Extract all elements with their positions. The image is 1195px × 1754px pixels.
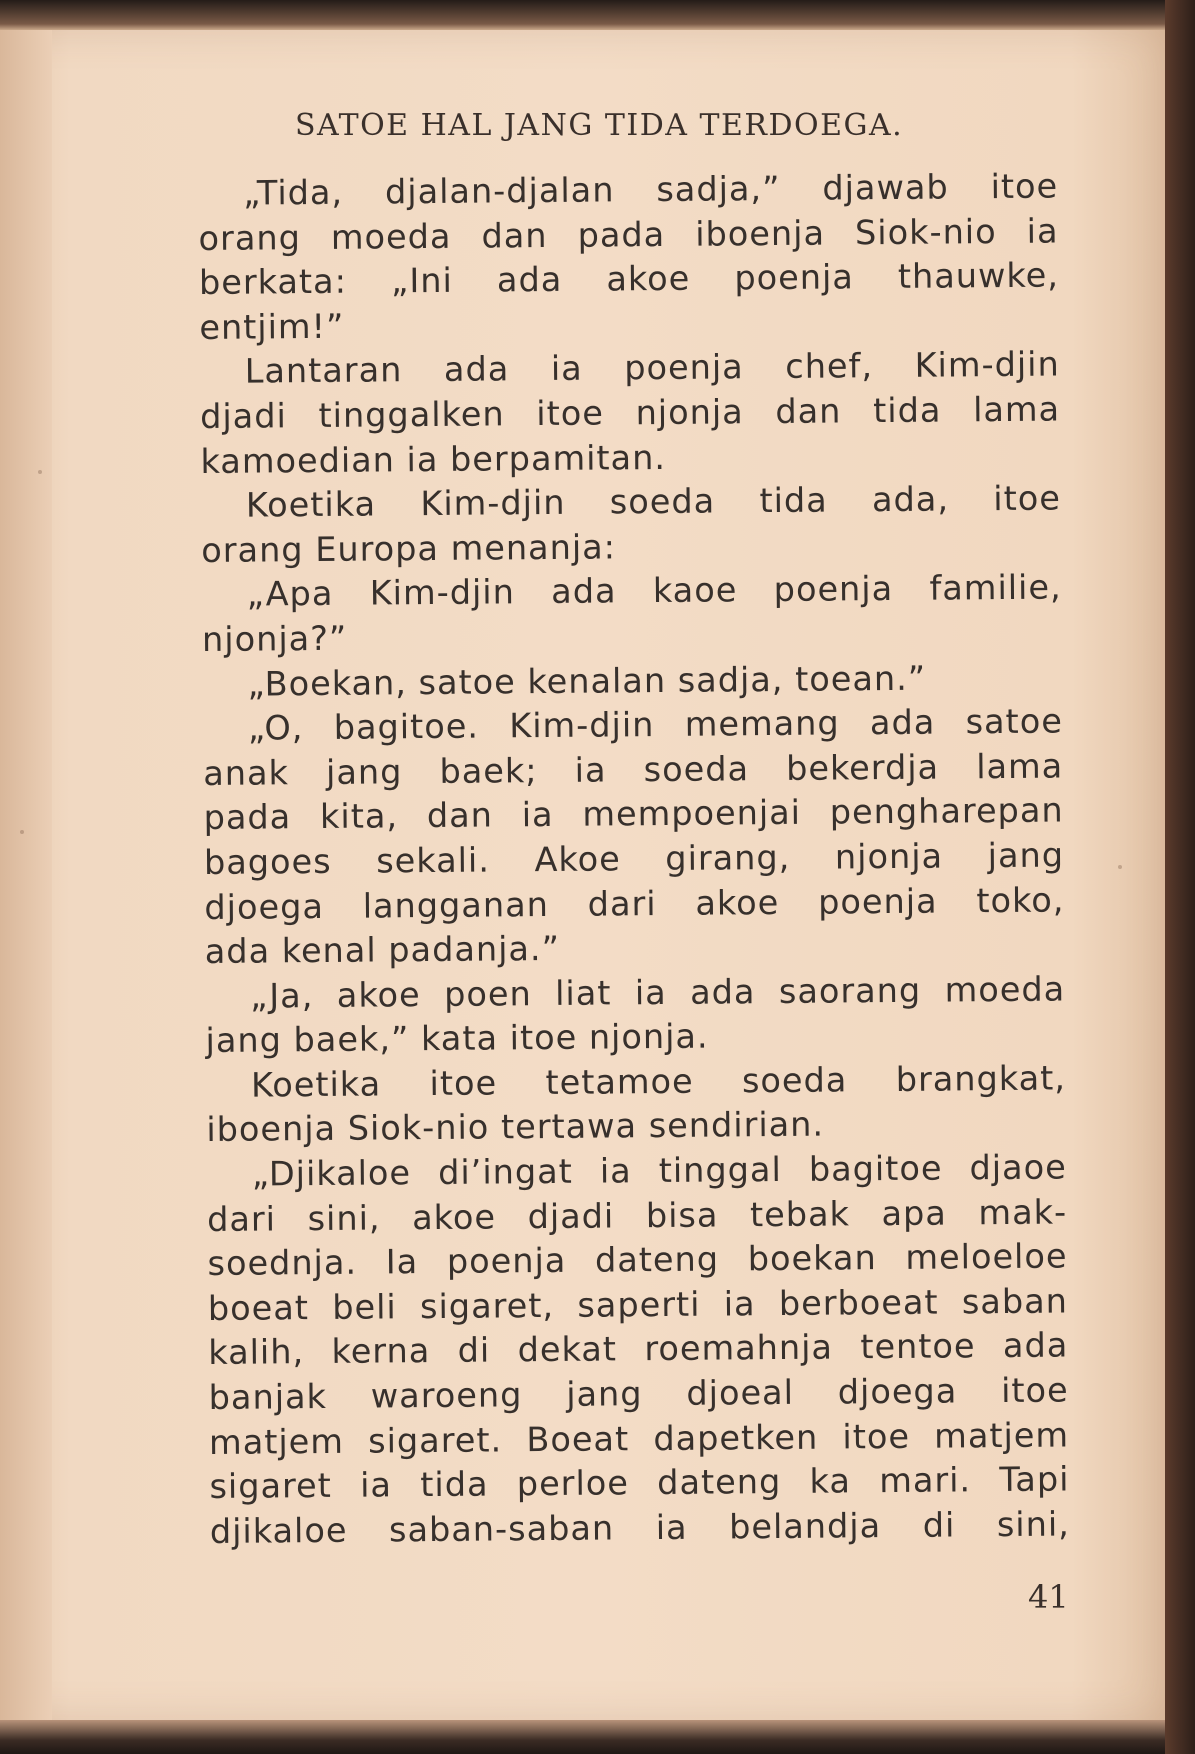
text-line: „Djikaloe di’ingat ia tinggal bagitoe djaoe bbox=[251, 1147, 1067, 1194]
text-line: banjak waroeng jang djoeal djoega itoe bbox=[208, 1370, 1069, 1417]
paper-speck bbox=[38, 470, 42, 474]
text-line: dari sini, akoe djadi bisa tebak apa mak- bbox=[206, 1192, 1068, 1239]
text-line: „Apa Kim-djin ada kaoe poenja familie, bbox=[246, 567, 1062, 614]
book-gutter bbox=[0, 30, 52, 1720]
text-line: djoega langganan dari akoe poenja toko, bbox=[204, 879, 1065, 927]
text-line: „Ja, akoe poen liat ia ada saorang moeda bbox=[250, 969, 1066, 1016]
text-line: berkata: „Ini ada akoe poenja thauwke, bbox=[198, 255, 1060, 303]
text-line: ada kenal padanja.” bbox=[204, 928, 561, 972]
book-bottom-edge bbox=[0, 1720, 1165, 1754]
text-line: djikaloe saban-saban ia belandja di sini, bbox=[209, 1504, 1070, 1551]
text-line: kalih, kerna di dekat roemahnja tentoe ada bbox=[208, 1325, 1069, 1373]
text-line: soednja. Ia poenja dateng boekan meloeloe bbox=[207, 1236, 1068, 1284]
text-line: orang moeda dan pada iboenja Siok-nio ia bbox=[198, 211, 1059, 258]
book-cover-edge bbox=[1165, 0, 1195, 1754]
text-line: njonja?” bbox=[201, 618, 348, 659]
text-line: kamoedian ia berpamitan. bbox=[200, 437, 667, 481]
text-line: Koetika Kim-djin soeda tida ada, itoe bbox=[245, 478, 1062, 525]
text-line: anak jang baek; ia soeda bekerdja lama bbox=[203, 746, 1064, 793]
page-number: 41 bbox=[1028, 1578, 1069, 1616]
text-line: boeat beli sigaret, saperti ia berboeat saban bbox=[207, 1281, 1069, 1328]
running-header: SATOE HAL JANG TIDA TERDOEGA. bbox=[295, 108, 904, 143]
paper-speck bbox=[1118, 865, 1122, 869]
text-line: „Tida, djalan-djalan sadja,” djawab itoe bbox=[243, 166, 1059, 213]
text-line: iboenja Siok-nio tertawa sendirian. bbox=[206, 1105, 825, 1150]
text-line: matjem sigaret. Boeat dapetken itoe matjem bbox=[208, 1415, 1070, 1462]
text-line: „O, bagitoe. Kim-djin memang ada satoe bbox=[247, 701, 1063, 748]
body-text bbox=[198, 164, 1070, 1554]
text-line: „Boekan, satoe kenalan sadja, toean.” bbox=[247, 658, 927, 704]
text-line: jang baek,” kata itoe njonja. bbox=[205, 1016, 709, 1061]
text-line: djadi tinggalken itoe njonja dan tida lama bbox=[199, 389, 1061, 436]
text-line: Koetika itoe tetamoe soeda brangkat, bbox=[250, 1058, 1067, 1105]
text-line: Lantaran ada ia poenja chef, Kim-djin bbox=[244, 344, 1060, 391]
text-line: orang Europa menanja: bbox=[201, 527, 617, 570]
text-line: sigaret ia tida perloe dateng ka mari. Tapi bbox=[209, 1459, 1070, 1507]
text-line: pada kita, dan ia mempoenjai pengharepan bbox=[203, 790, 1064, 838]
book-top-edge bbox=[0, 0, 1165, 30]
text-line: entjim!” bbox=[199, 306, 345, 347]
text-line: bagoes sekali. Akoe girang, njonja jang bbox=[203, 835, 1065, 882]
paper-speck bbox=[20, 830, 24, 834]
